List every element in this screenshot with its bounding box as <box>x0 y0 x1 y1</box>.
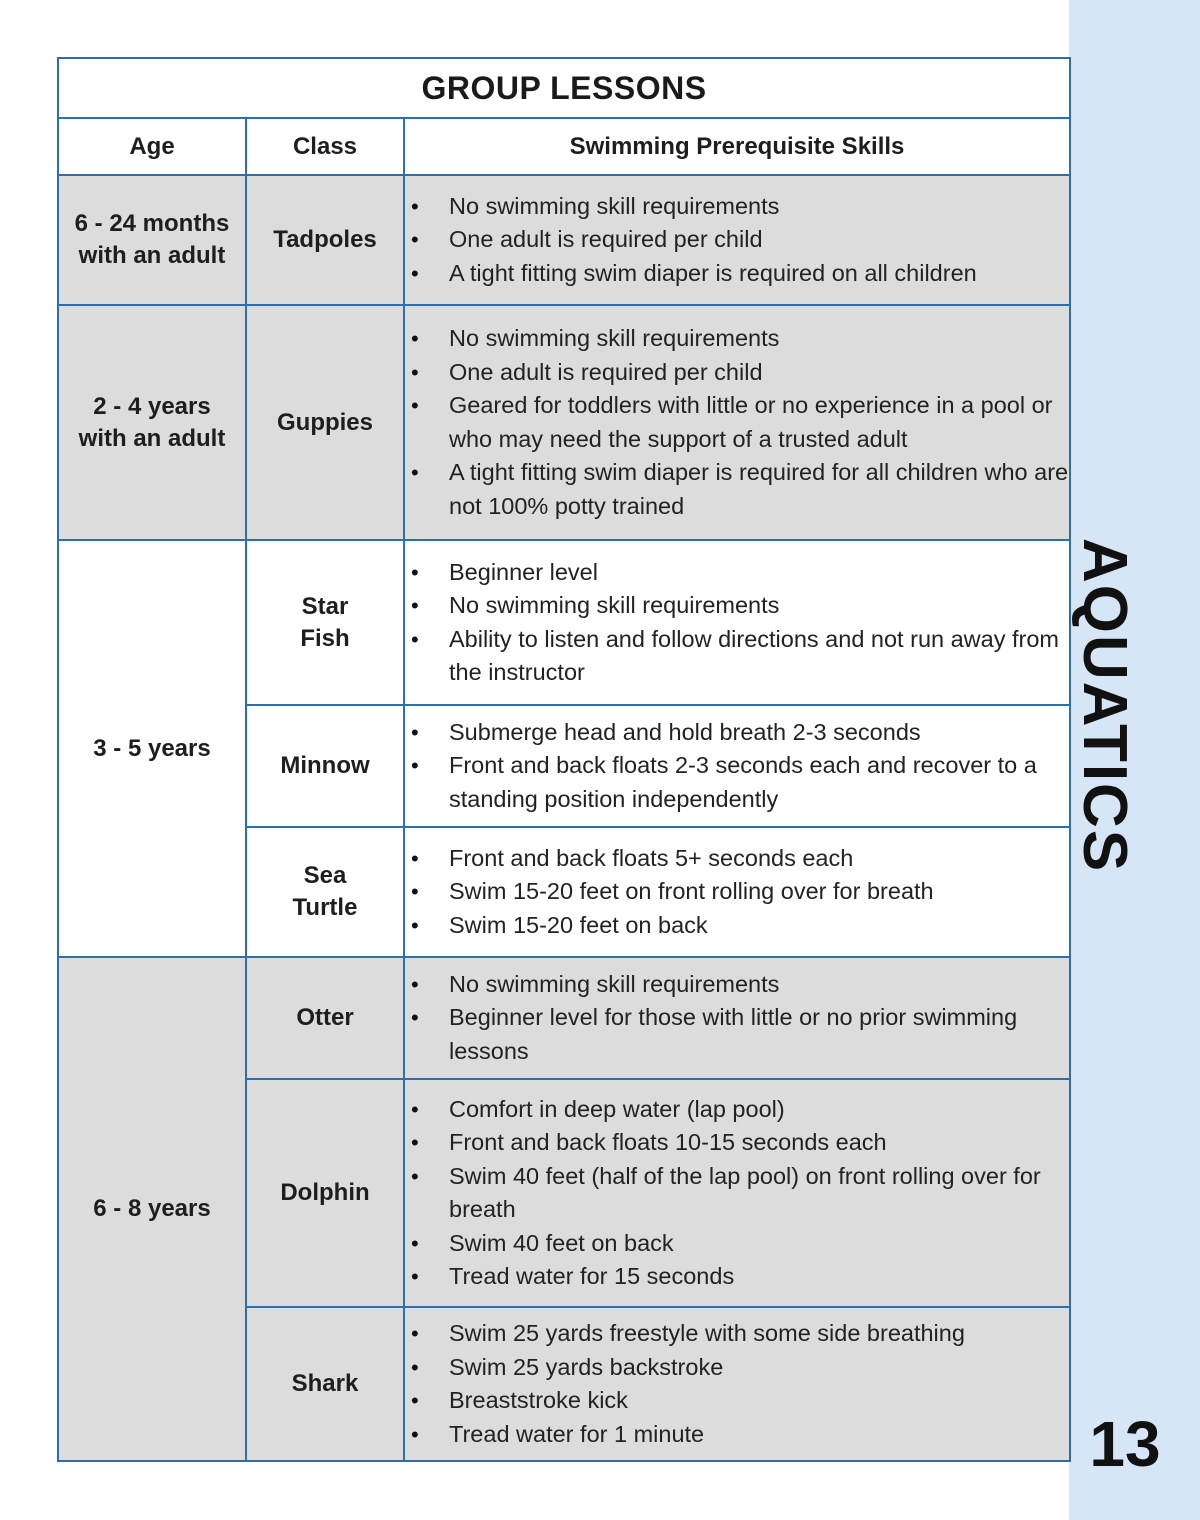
skills-cell <box>404 827 1070 957</box>
skills-cell <box>404 175 1070 305</box>
skill-item: • No swimming skill requirements <box>405 589 1069 623</box>
class-cell: Sea Turtle <box>246 827 404 957</box>
class-cell: Minnow <box>246 705 404 827</box>
skill-item: • No swimming skill requirements <box>405 968 1069 1002</box>
skill-item: • A tight fitting swim diaper is required for all children who are not 100% potty trained <box>405 456 1069 523</box>
age-cell: 3 - 5 years <box>58 540 246 957</box>
skill-item: • Beginner level <box>405 556 1069 590</box>
skill-item: • Front and back floats 10-15 seconds each <box>405 1126 1069 1160</box>
skill-list <box>405 1317 1069 1451</box>
skill-list <box>405 322 1069 523</box>
skill-item: • Swim 25 yards backstroke <box>405 1351 1069 1385</box>
class-cell: Guppies <box>246 305 404 540</box>
skill-item: • Comfort in deep water (lap pool) <box>405 1093 1069 1127</box>
skills-cell <box>404 705 1070 827</box>
skill-item: • Swim 40 feet on back <box>405 1227 1069 1261</box>
skill-item: • Tread water for 15 seconds <box>405 1260 1069 1294</box>
table-row <box>58 175 1070 305</box>
skill-list <box>405 190 1069 291</box>
skill-item: • No swimming skill requirements <box>405 322 1069 356</box>
skill-item: • One adult is required per child <box>405 223 1069 257</box>
skill-item: • Beginner level for those with little or no prior swimming lessons <box>405 1001 1069 1068</box>
section-title-aquatics: AQUATICS <box>1070 538 1139 874</box>
age-cell: 6 - 8 years <box>58 957 246 1461</box>
skill-item: • Ability to listen and follow directions and not run away from the instructor <box>405 623 1069 690</box>
page-number: 13 <box>1089 1408 1161 1480</box>
skill-item: • Swim 25 yards freestyle with some side breathing <box>405 1317 1069 1351</box>
skill-list <box>405 842 1069 943</box>
age-cell: 2 - 4 years with an adult <box>58 305 246 540</box>
skill-item: • Swim 40 feet (half of the lap pool) on front rolling over for breath <box>405 1160 1069 1227</box>
skill-item: • One adult is required per child <box>405 356 1069 390</box>
skills-cell <box>404 957 1070 1079</box>
skill-item: • Geared for toddlers with little or no experience in a pool or who may need the support of a trusted adult <box>405 389 1069 456</box>
skill-list <box>405 968 1069 1069</box>
class-cell: Star Fish <box>246 540 404 705</box>
header-age: Age <box>58 118 246 175</box>
table-title: GROUP LESSONS <box>58 58 1070 118</box>
skill-item: • Front and back floats 5+ seconds each <box>405 842 1069 876</box>
skill-item: • Tread water for 1 minute <box>405 1418 1069 1452</box>
skills-cell <box>404 305 1070 540</box>
skills-cell <box>404 1307 1070 1461</box>
age-cell: 6 - 24 months with an adult <box>58 175 246 305</box>
skill-item: • Submerge head and hold breath 2-3 seconds <box>405 716 1069 750</box>
table-row <box>58 305 1070 540</box>
skill-list <box>405 556 1069 690</box>
skill-item: • No swimming skill requirements <box>405 190 1069 224</box>
header-skills: Swimming Prerequisite Skills <box>404 118 1070 175</box>
skill-item: • Swim 15-20 feet on front rolling over for breath <box>405 875 1069 909</box>
class-cell: Otter <box>246 957 404 1079</box>
table-row <box>58 540 1070 705</box>
skill-list <box>405 716 1069 817</box>
class-cell: Dolphin <box>246 1079 404 1307</box>
class-cell: Shark <box>246 1307 404 1461</box>
group-lessons-table <box>57 57 1071 1462</box>
skill-item: • Swim 15-20 feet on back <box>405 909 1069 943</box>
skill-list <box>405 1093 1069 1294</box>
class-cell: Tadpoles <box>246 175 404 305</box>
skill-item: • Front and back floats 2-3 seconds each and recover to a standing position independently <box>405 749 1069 816</box>
table-row <box>58 957 1070 1079</box>
header-class: Class <box>246 118 404 175</box>
skill-item: • A tight fitting swim diaper is required on all children <box>405 257 1069 291</box>
skills-cell <box>404 540 1070 705</box>
skill-item: • Breaststroke kick <box>405 1384 1069 1418</box>
skills-cell <box>404 1079 1070 1307</box>
